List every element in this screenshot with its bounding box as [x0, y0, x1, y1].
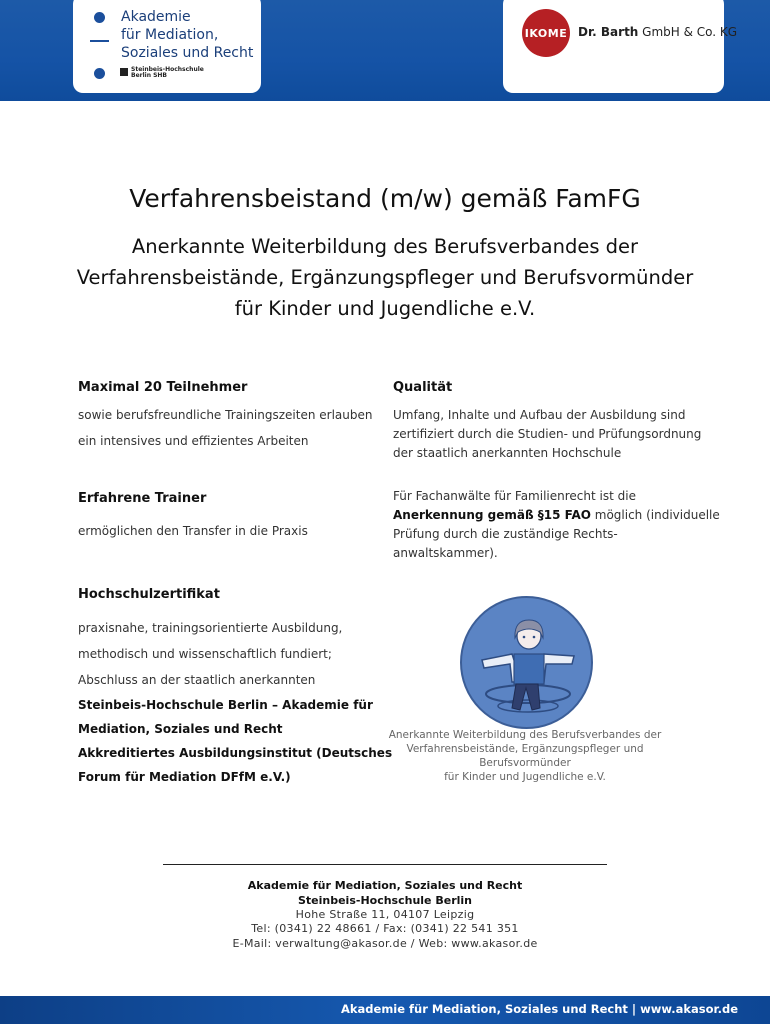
ikome-logo	[503, 0, 738, 93]
footer-org1: Akademie für Mediation, Soziales und Recht	[247, 879, 523, 892]
qualitaet-text	[393, 406, 701, 463]
barth-bold: Dr. Barth	[578, 25, 639, 39]
zertifikat-line2: methodisch und wissenschaftlich fundiert;	[78, 647, 332, 661]
fao-line2	[393, 506, 720, 525]
qualitaet-line1: Umfang, Inhalte und Aufbau der Ausbildung sind	[393, 408, 686, 422]
teilnehmer-line2: ein intensives und effizientes Arbeiten	[78, 434, 309, 448]
ikome-badge: IKOME	[522, 9, 570, 57]
akademie-logo	[73, 0, 261, 93]
akademie-logo-line2: für Mediation,	[121, 27, 219, 43]
footer-address: Hohe Straße 11, 04107 Leipzig	[295, 908, 475, 921]
logo-dash	[90, 40, 109, 42]
subtitle-line2: Verfahrensbeistände, Ergänzungspfleger und Berufsvormünder	[76, 266, 694, 289]
footer-band-text: Akademie für Mediation, Soziales und Recht | www.akasor.de	[340, 1002, 738, 1016]
zertifikat-bold4: Forum für Mediation DFfM e.V.)	[78, 770, 291, 784]
page-title: Verfahrensbeistand (m/w) gemäß FamFG	[129, 184, 641, 213]
trainer-heading: Erfahrene Trainer	[78, 491, 207, 506]
steinbeis-logo-text	[131, 67, 204, 79]
association-badge-icon	[460, 596, 593, 729]
zertifikat-heading: Hochschulzertifikat	[78, 587, 220, 602]
akademie-logo-line3: Soziales und Recht	[121, 45, 254, 61]
teilnehmer-heading: Maximal 20 Teilnehmer	[78, 380, 248, 395]
badge-line2: Verfahrensbeistände, Ergänzungspfleger und Berufsvormünder	[406, 743, 644, 769]
child-figure-icon	[462, 598, 593, 729]
zertifikat-bold1: Steinbeis-Hochschule Berlin – Akademie für	[78, 698, 373, 712]
steinbeis-mark-icon	[120, 68, 128, 76]
barth-company-name	[578, 25, 737, 39]
footer-phone: Tel: (0341) 22 48661 / Fax: (0341) 22 541 351	[251, 922, 519, 935]
fao-line4: anwaltskammer).	[393, 546, 498, 560]
badge-line1: Anerkannte Weiterbildung des Berufsverbandes der	[388, 729, 662, 741]
steinbeis-line2: Berlin SHB	[131, 72, 167, 79]
teilnehmer-line1: sowie berufsfreundliche Trainingszeiten erlauben	[78, 408, 373, 422]
footer-band	[0, 996, 770, 1024]
footer-divider	[163, 864, 607, 865]
fao-line1: Für Fachanwälte für Familienrecht ist die	[393, 489, 636, 503]
akademie-logo-line1: Akademie	[121, 9, 191, 25]
association-caption	[380, 728, 670, 784]
zertifikat-line1: praxisnahe, trainingsorientierte Ausbildung,	[78, 621, 343, 635]
subtitle-line3: für Kinder und Jugendliche e.V.	[234, 297, 536, 320]
footer-org2: Steinbeis-Hochschule Berlin	[297, 894, 472, 907]
zertifikat-bold3: Akkreditiertes Ausbildungsinstitut (Deutsches	[78, 746, 393, 760]
steinbeis-line1: Steinbeis-Hochschule	[131, 66, 204, 73]
subtitle-line1: Anerkannte Weiterbildung des Berufsverbandes der	[131, 235, 639, 258]
akademie-logo-text	[121, 8, 256, 62]
fao-text	[393, 487, 720, 563]
logo-dot-top	[94, 12, 105, 23]
badge-line3: für Kinder und Jugendliche e.V.	[444, 771, 606, 783]
qualitaet-line2: zertifiziert durch die Studien- und Prüfungsordnung	[393, 427, 702, 441]
footer-contact: E-Mail: verwaltung@akasor.de / Web: www.akasor.de	[232, 937, 538, 950]
zertifikat-bold2: Mediation, Soziales und Recht	[78, 722, 283, 736]
fao-recognition: Anerkennung gemäß §15 FAO	[393, 508, 591, 522]
fao-line3: Prüfung durch die zuständige Rechts-	[393, 527, 618, 541]
fao-line2-rest: möglich (individuelle	[590, 508, 720, 522]
qualitaet-heading: Qualität	[393, 380, 453, 395]
qualitaet-line3: der staatlich anerkannten Hochschule	[393, 446, 622, 460]
barth-rest: GmbH & Co. KG	[638, 25, 738, 39]
zertifikat-line3: Abschluss an der staatlich anerkannten	[78, 673, 316, 687]
trainer-line1: ermöglichen den Transfer in die Praxis	[78, 524, 308, 538]
page-subtitle	[60, 231, 710, 324]
logo-dot-bottom	[94, 68, 105, 79]
